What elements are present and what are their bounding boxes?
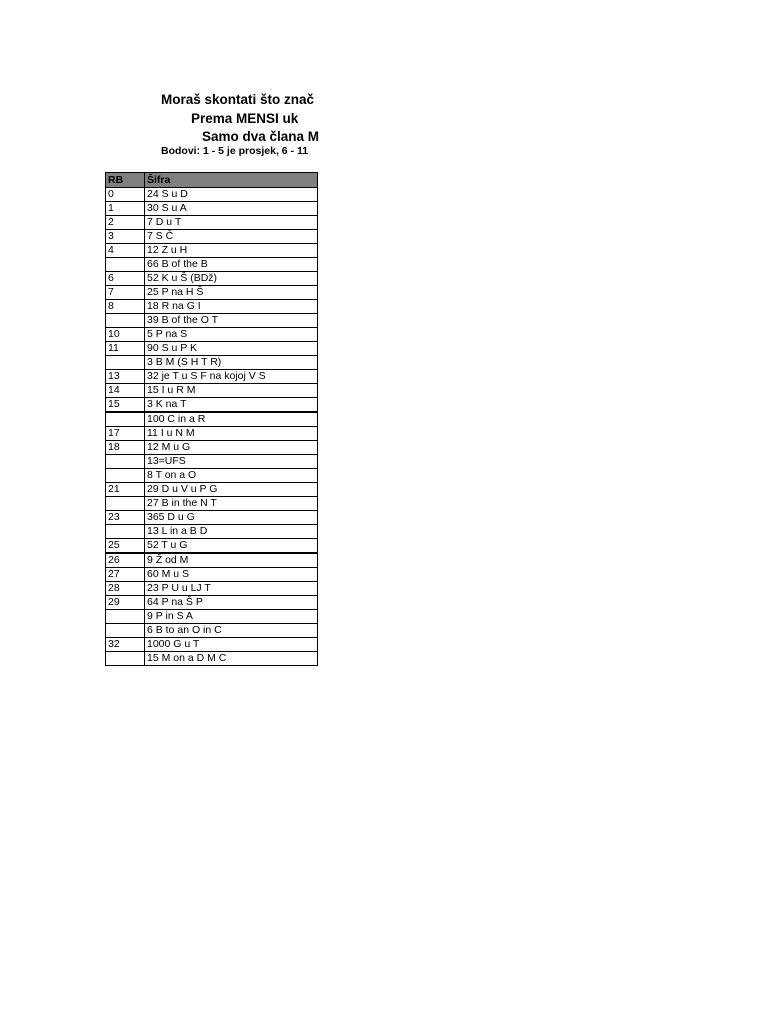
table-row (106, 188, 318, 202)
sheet-viewport (0, 0, 326, 1024)
cell-sifra: 9 P in S A (145, 610, 318, 624)
cell-sifra: 52 T u G (145, 539, 318, 554)
cell-sifra: 7 D u T (145, 216, 318, 230)
cell-sifra: 52 K u Š (BDž) (145, 272, 318, 286)
cell-sifra: 12 Z u H (145, 244, 318, 258)
cell-rb: 2 (106, 216, 145, 230)
cell-sifra: 3 K na T (145, 398, 318, 413)
cell-sifra: 6 B to an O in C (145, 624, 318, 638)
cell-rb: 18 (106, 441, 145, 455)
column-header-sifra: Šifra (145, 173, 318, 188)
table-row (106, 314, 318, 328)
cell-sifra: 64 P na Š P (145, 596, 318, 610)
cell-sifra: 13 L in a B D (145, 525, 318, 539)
cell-rb: 0 (106, 188, 145, 202)
cell-sifra: 8 T on a O (145, 469, 318, 483)
cell-rb (106, 356, 145, 370)
cell-rb (106, 497, 145, 511)
cell-rb: 11 (106, 342, 145, 356)
cell-rb (106, 314, 145, 328)
title-line-3: Samo dva člana M (202, 129, 320, 144)
cell-sifra: 100 C in a R (145, 412, 318, 427)
cell-rb (106, 455, 145, 469)
table-row (106, 441, 318, 455)
cell-sifra: 11 I u N M (145, 427, 318, 441)
table-row (106, 596, 318, 610)
code-table (105, 172, 318, 666)
cell-rb: 7 (106, 286, 145, 300)
table-row (106, 244, 318, 258)
cell-rb: 23 (106, 511, 145, 525)
table-row (106, 511, 318, 525)
column-header-rb: RB (106, 173, 145, 188)
cell-sifra: 30 S u A (145, 202, 318, 216)
table-row (106, 483, 318, 497)
table-row (106, 272, 318, 286)
cell-rb: 25 (106, 539, 145, 554)
table-row (106, 398, 318, 413)
cell-rb: 6 (106, 272, 145, 286)
table-row (106, 624, 318, 638)
table-row (106, 342, 318, 356)
table-row (106, 328, 318, 342)
cell-sifra: 15 I u R M (145, 384, 318, 398)
table-row (106, 427, 318, 441)
cell-rb: 21 (106, 483, 145, 497)
table-row (106, 568, 318, 582)
cell-rb: 13 (106, 370, 145, 384)
title-line-2: Prema MENSI uk (191, 111, 299, 126)
table-row (106, 370, 318, 384)
table-row (106, 230, 318, 244)
cell-sifra: 23 P U u LJ T (145, 582, 318, 596)
table-row (106, 638, 318, 652)
table-row (106, 384, 318, 398)
cell-rb (106, 469, 145, 483)
cell-rb: 14 (106, 384, 145, 398)
cell-rb (106, 652, 145, 666)
cell-rb: 32 (106, 638, 145, 652)
table-row (106, 300, 318, 314)
title-line-1: Moraš skontati što znač (161, 92, 315, 107)
cell-rb: 3 (106, 230, 145, 244)
cell-sifra: 5 P na S (145, 328, 318, 342)
cell-sifra: 32 je T u S F na kojoj V S (145, 370, 318, 384)
cell-rb (106, 624, 145, 638)
table-row (106, 412, 318, 427)
table-row (106, 582, 318, 596)
cell-rb: 29 (106, 596, 145, 610)
table-row (106, 652, 318, 666)
table-row (106, 286, 318, 300)
table-row (106, 356, 318, 370)
cell-sifra: 27 B in the N T (145, 497, 318, 511)
cell-rb: 4 (106, 244, 145, 258)
table-row (106, 553, 318, 568)
table-header-row (106, 173, 318, 188)
cell-rb: 8 (106, 300, 145, 314)
cell-rb (106, 258, 145, 272)
cell-rb: 10 (106, 328, 145, 342)
table-body (106, 188, 318, 666)
cell-sifra: 3 B M (S H T R) (145, 356, 318, 370)
cell-rb: 28 (106, 582, 145, 596)
cell-sifra: 90 S u P K (145, 342, 318, 356)
cell-rb: 15 (106, 398, 145, 413)
table-row (106, 497, 318, 511)
cell-sifra: 29 D u V u P G (145, 483, 318, 497)
table-row (106, 258, 318, 272)
table-row (106, 525, 318, 539)
cell-sifra: 66 B of the B (145, 258, 318, 272)
table-row (106, 202, 318, 216)
table-row (106, 539, 318, 554)
cell-sifra: 1000 G u T (145, 638, 318, 652)
cell-sifra: 60 M u S (145, 568, 318, 582)
cell-sifra: 365 D u G (145, 511, 318, 525)
cell-rb: 17 (106, 427, 145, 441)
cell-sifra: 39 B of the O T (145, 314, 318, 328)
cell-sifra: 24 S u D (145, 188, 318, 202)
cell-sifra: 25 P na H Š (145, 286, 318, 300)
cell-rb: 27 (106, 568, 145, 582)
cell-rb (106, 412, 145, 427)
table-row (106, 610, 318, 624)
cell-rb (106, 525, 145, 539)
cell-rb (106, 610, 145, 624)
cell-sifra: 9 Ž od M (145, 553, 318, 568)
cell-sifra: 15 M on a D M C (145, 652, 318, 666)
table-row (106, 455, 318, 469)
cell-sifra: 12 M u G (145, 441, 318, 455)
cell-rb: 1 (106, 202, 145, 216)
cell-sifra: 7 S Č (145, 230, 318, 244)
table-row (106, 216, 318, 230)
cell-rb: 26 (106, 553, 145, 568)
cell-sifra: 18 R na G I (145, 300, 318, 314)
cell-sifra: 13=UFS (145, 455, 318, 469)
scoring-note: Bodovi: 1 - 5 je prosjek, 6 - 11 (161, 145, 309, 157)
table-row (106, 469, 318, 483)
